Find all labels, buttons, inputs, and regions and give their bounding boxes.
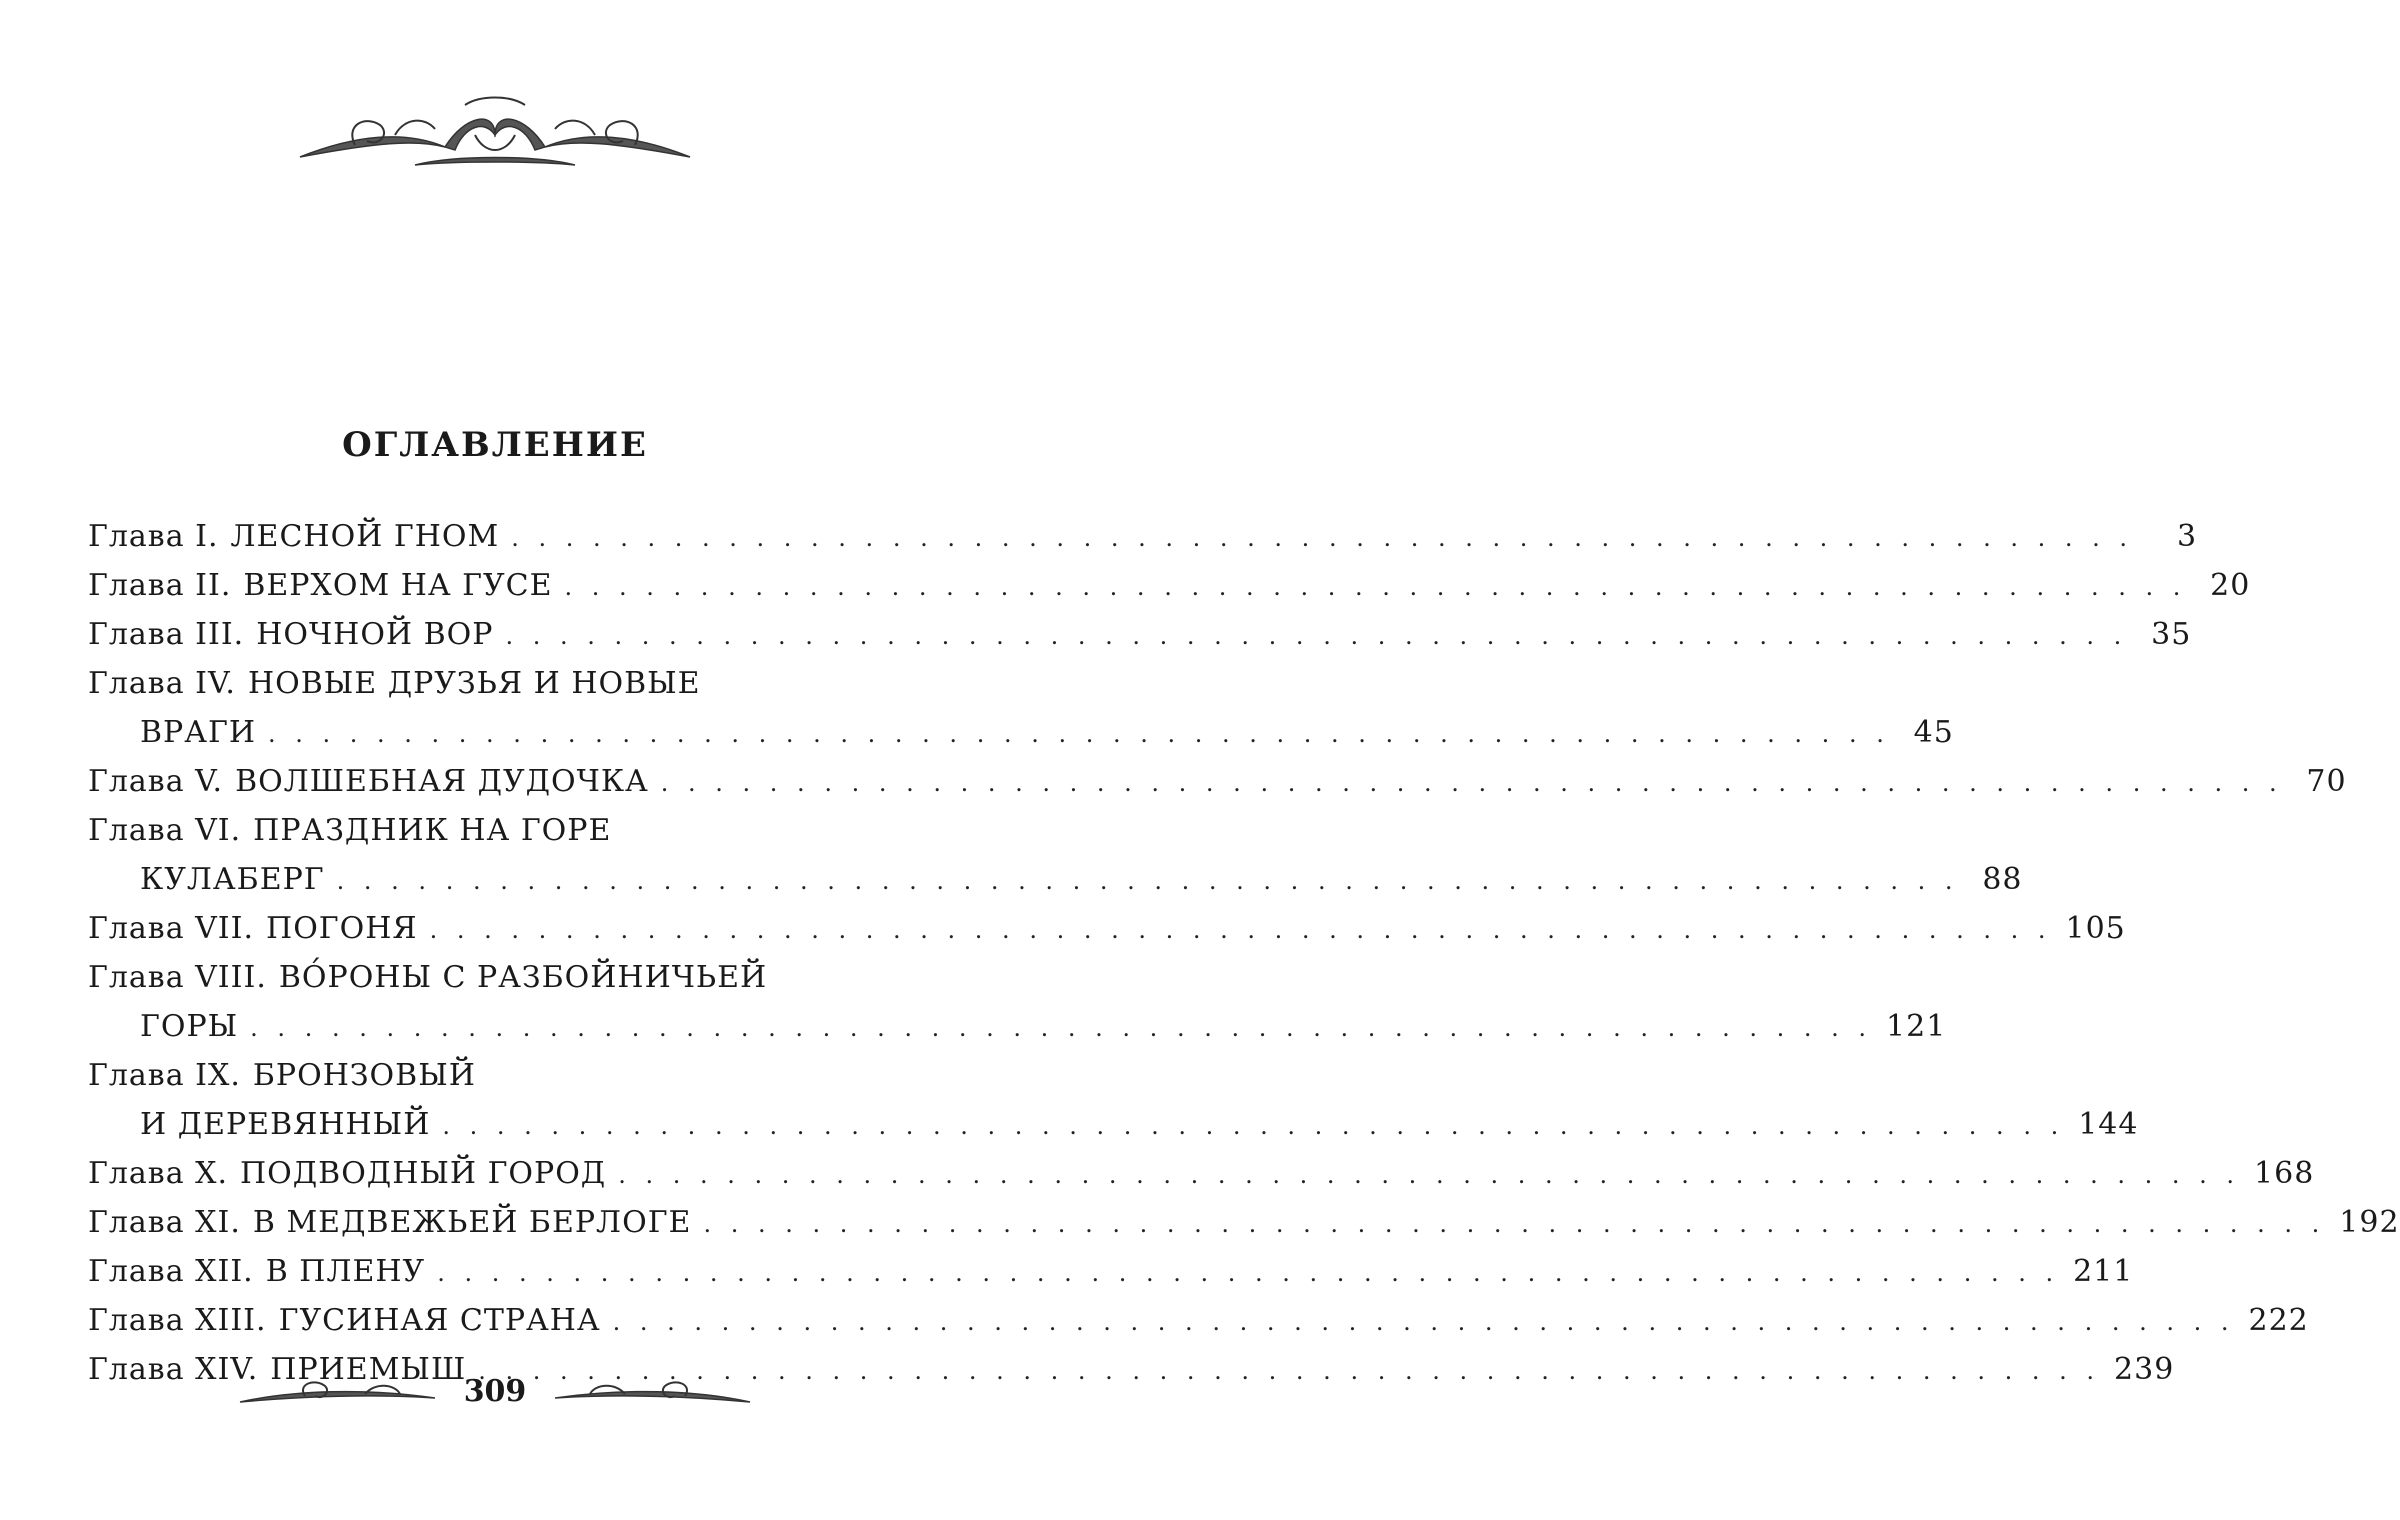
- page-ref: 211: [2073, 1254, 2134, 1289]
- page-ref: 20: [2210, 568, 2251, 603]
- chapter-label: Глава XIV.: [88, 1352, 259, 1387]
- toc-entry: [88, 757, 2347, 806]
- toc-entry: [88, 1296, 2309, 1345]
- page-ref: 144: [2078, 1107, 2139, 1142]
- toc-entry: [88, 1149, 2315, 1198]
- toc-line: [88, 904, 2126, 953]
- page-ref: 105: [2065, 911, 2126, 946]
- chapter-title: БРОНЗОВЫЙ: [252, 1058, 476, 1093]
- toc-entry: [88, 512, 2198, 561]
- chapter-title: В ПЛЕНУ: [265, 1254, 426, 1289]
- toc-line: [88, 1100, 2139, 1149]
- table-of-contents: [88, 512, 2400, 1394]
- leader-dots: . . . . . . . . . . . . . . . . . . . . . . . . . . . . . . . . . . . . . . . . . . . . . . . . . . . . . . . . . . . .: [437, 1259, 2060, 1287]
- chapter-title: ЛЕСНОЙ ГНОМ: [230, 519, 500, 554]
- leader-dots: . . . . . . . . . . . . . . . . . . . . . . . . . . . . . . . . . . . . . . . . . . . . . . . . . . . . . . . . . . . .: [612, 1308, 2235, 1336]
- chapter-title: НОВЫЕ ДРУЗЬЯ И НОВЫЕ: [247, 666, 701, 701]
- toc-line: [88, 659, 883, 708]
- toc-line: [88, 561, 2251, 610]
- chapter-title: КУЛАБЕРГ: [140, 862, 325, 897]
- ornament-top-icon: [295, 95, 695, 175]
- chapter-title: ПРАЗДНИК НА ГОРЕ: [253, 813, 612, 848]
- chapter-title: ВЕРХОМ НА ГУСЕ: [243, 568, 553, 603]
- toc-line: [88, 1247, 2134, 1296]
- toc-entry: [88, 806, 2023, 904]
- toc-line: [88, 855, 2023, 904]
- leader-dots: . . . . . . . . . . . . . . . . . . . . . . . . . . . . . . . . . . . . . . . . . . . . . . . . . . . . . . . . . . . .: [336, 867, 1959, 895]
- toc-line: [88, 757, 2347, 806]
- toc-entry: [88, 904, 2126, 953]
- page-ref: 192: [2339, 1205, 2400, 1240]
- chapter-label: Глава IX.: [88, 1058, 241, 1093]
- leader-dots: . . . . . . . . . . . . . . . . . . . . . . . . . . . . . . . . . . . . . . . . . . . . . . . . . . . . . . . . . . . .: [564, 573, 2187, 601]
- chapter-label: Глава II.: [88, 568, 232, 603]
- toc-line: [88, 1051, 883, 1100]
- chapter-label: Глава XI.: [88, 1205, 241, 1240]
- chapter-title: ВОЛШЕБНАЯ ДУДОЧКА: [235, 764, 649, 799]
- toc-line: [88, 1149, 2315, 1198]
- chapter-title: ГУСИНАЯ СТРАНА: [278, 1303, 601, 1338]
- chapter-title: И ДЕРЕВЯННЫЙ: [140, 1107, 431, 1142]
- chapter-title: ПОДВОДНЫЙ ГОРОД: [240, 1156, 607, 1191]
- page-ref: 3: [2176, 519, 2198, 554]
- toc-line: [88, 953, 883, 1002]
- chapter-label: Глава XII.: [88, 1254, 254, 1289]
- chapter-label: Глава VI.: [88, 813, 242, 848]
- toc-line: [88, 512, 2198, 561]
- toc-line: [88, 1002, 1947, 1051]
- toc-entry: [88, 1247, 2134, 1296]
- leader-dots: . . . . . . . . . . . . . . . . . . . . . . . . . . . . . . . . . . . . . . . . . . . . . . . . . . . . . . . . . . . .: [660, 769, 2283, 797]
- page-ref: 70: [2306, 764, 2347, 799]
- chapter-title: ВО́РОНЫ С РАЗБОЙНИЧЬЕЙ: [278, 960, 768, 995]
- page-ref: 222: [2248, 1303, 2309, 1338]
- chapter-title: ГОРЫ: [140, 1009, 239, 1044]
- toc-entry: [88, 1198, 2400, 1247]
- chapter-label: Глава X.: [88, 1156, 229, 1191]
- toc-entry: [88, 610, 2192, 659]
- chapter-label: Глава V.: [88, 764, 224, 799]
- chapter-title: ВРАГИ: [140, 715, 256, 750]
- chapter-label: Глава I.: [88, 519, 219, 554]
- toc-line: [88, 708, 1954, 757]
- page-ref: 45: [1913, 715, 1954, 750]
- toc-line: [88, 610, 2192, 659]
- toc-line: [88, 1296, 2309, 1345]
- leader-dots: . . . . . . . . . . . . . . . . . . . . . . . . . . . . . . . . . . . . . . . . . . . . . . . . . . . . . . . . . . . .: [703, 1210, 2326, 1238]
- leader-dots: . . . . . . . . . . . . . . . . . . . . . . . . . . . . . . . . . . . . . . . . . . . . . . . . . . . . . . . . . . . .: [618, 1161, 2241, 1189]
- leader-dots: . . . . . . . . . . . . . . . . . . . . . . . . . . . . . . . . . . . . . . . . . . . . . . . . . . . . . . . . . . . .: [267, 720, 1890, 748]
- toc-entry: [88, 659, 1954, 757]
- toc-entry: [88, 1051, 2139, 1149]
- page-title: ОГЛАВЛЕНИЕ: [342, 425, 648, 465]
- page-ref: 239: [2114, 1352, 2175, 1387]
- chapter-label: Глава VII.: [88, 911, 255, 946]
- leader-dots: . . . . . . . . . . . . . . . . . . . . . . . . . . . . . . . . . . . . . . . . . . . . . . . . . . . . . . . . . . . .: [429, 916, 2052, 944]
- page-ref: 168: [2254, 1156, 2315, 1191]
- chapter-label: Глава III.: [88, 617, 245, 652]
- chapter-label: Глава IV.: [88, 666, 236, 701]
- toc-entry: [88, 561, 2251, 610]
- toc-line: [88, 1198, 2400, 1247]
- leader-dots: . . . . . . . . . . . . . . . . . . . . . . . . . . . . . . . . . . . . . . . . . . . . . . . . . . . . . . . . . . . .: [250, 1014, 1873, 1042]
- chapter-title: ПРИЕМЫШ: [270, 1352, 467, 1387]
- page-footer: [235, 1372, 755, 1418]
- page-ref: 121: [1886, 1009, 1947, 1044]
- chapter-title: В МЕДВЕЖЬЕЙ БЕРЛОГЕ: [252, 1205, 692, 1240]
- toc-entry: [88, 953, 1947, 1051]
- chapter-label: Глава XIII.: [88, 1303, 267, 1338]
- chapter-title: НОЧНОЙ ВОР: [256, 617, 494, 652]
- leader-dots: . . . . . . . . . . . . . . . . . . . . . . . . . . . . . . . . . . . . . . . . . . . . . . . . . . . . . . . . . . . .: [511, 524, 2134, 552]
- page-ref: 88: [1982, 862, 2023, 897]
- page-number: 309: [463, 1374, 527, 1409]
- leader-dots: . . . . . . . . . . . . . . . . . . . . . . . . . . . . . . . . . . . . . . . . . . . . . . . . . . . . . . . . . . . .: [478, 1357, 2101, 1385]
- toc-line: [88, 806, 883, 855]
- chapter-title: ПОГОНЯ: [266, 911, 418, 946]
- leader-dots: . . . . . . . . . . . . . . . . . . . . . . . . . . . . . . . . . . . . . . . . . . . . . . . . . . . . . . . . . . . .: [505, 622, 2128, 650]
- chapter-label: Глава VIII.: [88, 960, 267, 995]
- leader-dots: . . . . . . . . . . . . . . . . . . . . . . . . . . . . . . . . . . . . . . . . . . . . . . . . . . . . . . . . . . . .: [442, 1112, 2065, 1140]
- page-ref: 35: [2151, 617, 2192, 652]
